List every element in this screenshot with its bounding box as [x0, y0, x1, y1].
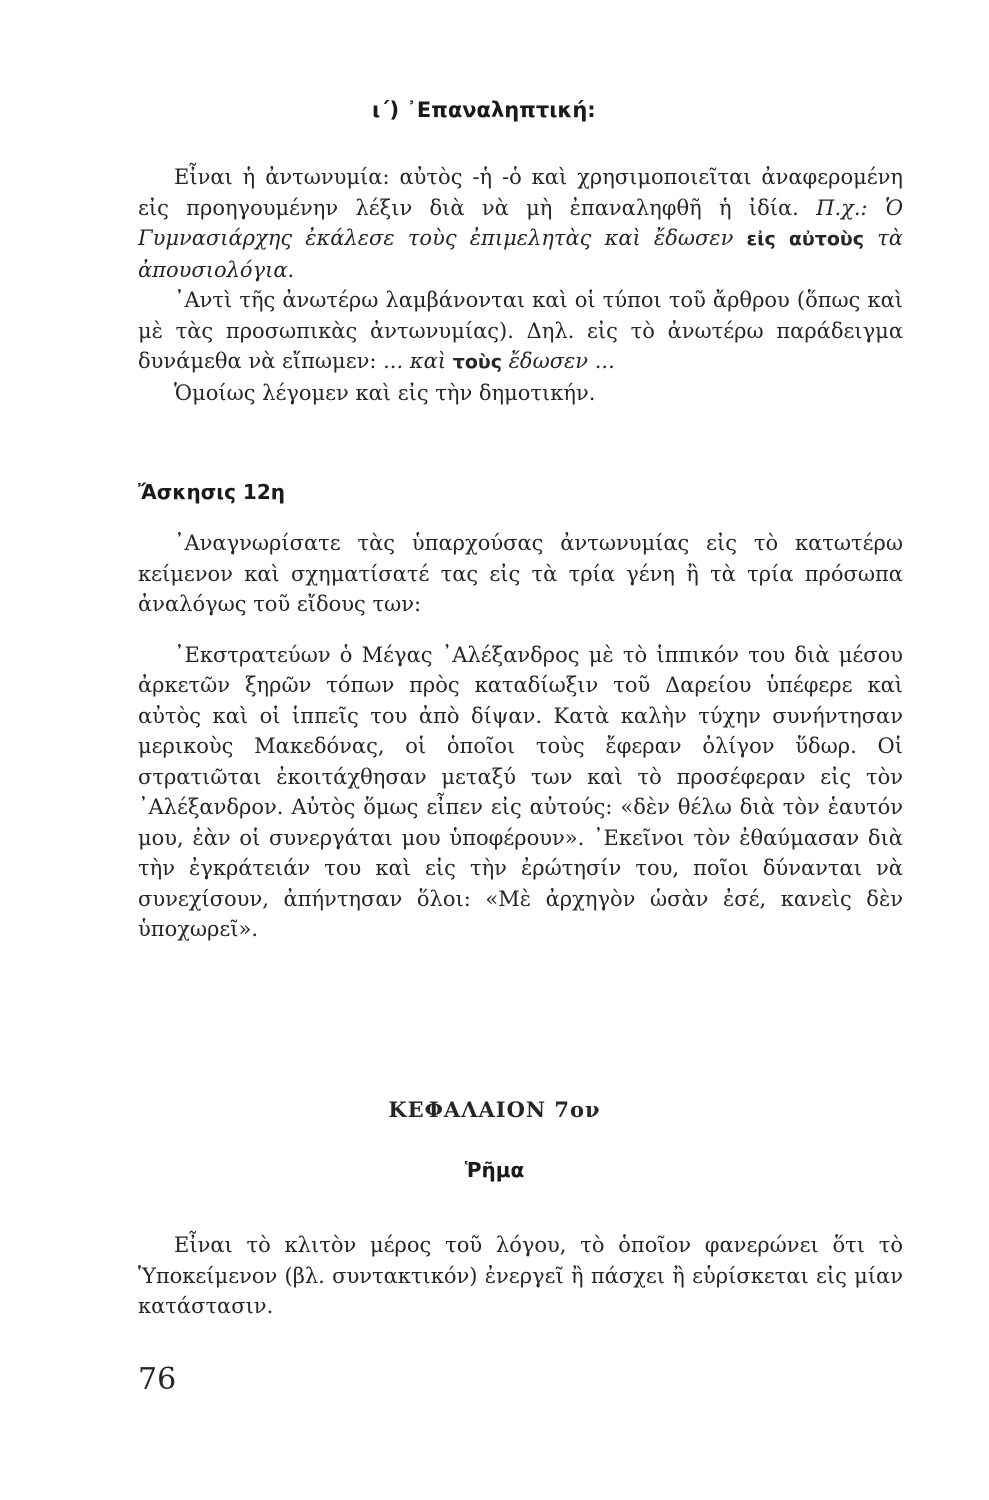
exercise-block	[138, 528, 903, 945]
article-example-2: ἔδωσεν ...	[508, 349, 615, 373]
article-example-1: ... καὶ	[383, 349, 446, 373]
chapter-subtitle: Ῥῆμα	[464, 1158, 525, 1182]
article-forms-text: ᾿Αντὶ τῆς ἀνωτέρω λαμβάνονται καὶ οἱ τύποι τοῦ ἄρθρου (ὅπως καὶ μὲ τὰς προσωπικὰς ἀντωνυμίας). Δηλ. εἰς τὸ ἀνωτέρω παράδειγμα δυνάμεθα νὰ εἴπωμεν:	[138, 288, 903, 373]
example-emphasis: εἰς αὐτοὺς	[746, 228, 865, 250]
exercise-passage: ᾿Εκστρατεύων ὁ Μέγας ᾿Αλέξανδρος μὲ τὸ ἱππικόν του διὰ μέσου ἀρκετῶν ξηρῶν τόπων πρὸς καταδίωξιν τοῦ Δαρείου ὑπέφερε καὶ αὐτὸς καὶ οἱ ἱππεῖς του ἀπὸ δίψαν. Κατὰ καλὴν τύχην συνήντησαν μερικοὺς Μακεδόνας, οἱ ὁποῖοι τοὺς ἔφεραν ὀλίγον ὕδωρ. Οἱ στρατιῶται ἐκοιτάχθησαν μεταξύ των καὶ τὸ προσέφεραν εἰς τὸν ᾿Αλέξανδρον. Αὐτὸς ὅμως εἶπεν εἰς αὐτούς: «δὲν θέλω διὰ τὸν ἑαυτόν μου, ἐὰν οἱ συνεργάται μου ὑποφέρουν». ᾿Εκεῖνοι τὸν ἐθαύμασαν διὰ τὴν ἐγκράτειάν του καὶ εἰς τὴν ἐρώτησίν του, ποῖοι δύνανται νὰ συνεχίσουν, ἀπήντησαν ὅλοι: «Μὲ ἀρχηγὸν ὡσὰν ἐσέ, κανεὶς δὲν ὑποχωρεῖ».	[138, 642, 903, 941]
chapter-title: ΚΕΦΑΛΑΙΟΝ 7ον	[388, 1097, 601, 1122]
example-text-1: Ὁ Γυμνασιάρχης ἐκάλεσε τοὺς ἐπιμελητὰς καὶ ἔδωσεν	[138, 195, 903, 250]
exercise-title: Ἄσκησις 12η	[138, 480, 285, 504]
demotic-note: Ὁμοίως λέγομεν καὶ εἰς τὴν δημοτικήν.	[174, 380, 596, 405]
example-intro: Π.χ.:	[816, 195, 868, 220]
example-text-2: τὰ ἀπουσιολόγια.	[138, 226, 903, 282]
definition-paragraph	[138, 162, 903, 285]
definition-block	[138, 162, 903, 408]
section-heading: ι΄) ᾿Επαναληπτική:	[372, 98, 596, 122]
page-number: 76	[138, 1362, 177, 1397]
verb-definition-block	[138, 1230, 903, 1322]
article-forms-paragraph	[138, 285, 903, 378]
definition-text: Εἶναι ἡ ἀντωνυμία: αὐτὸς -ἡ -ὁ καὶ χρησιμοποιεῖται ἀναφερομένη εἰς προηγουμένην λέξιν διὰ νὰ μὴ ἐπαναληφθῆ ἡ ἰδία.	[138, 165, 903, 220]
article-example-emphasis: τοὺς	[452, 351, 502, 373]
exercise-instruction: ᾿Αναγνωρίσατε τὰς ὑπαρχούσας ἀντωνυμίας εἰς τὸ κατωτέρω κείμενον καὶ σχηματίσατέ τας εἰς τὰ τρία γένη ἢ τὰ τρία πρόσωπα ἀναλόγως τοῦ εἴδους των:	[138, 531, 903, 616]
verb-definition: Εἶναι τὸ κλιτὸν μέρος τοῦ λόγου, τὸ ὁποῖον φανερώνει ὅτι τὸ Ὑποκείμενον (βλ. συντακτικόν) ἐνεργεῖ ἢ πάσχει ἢ εὑρίσκεται εἰς μίαν κατάστασιν.	[138, 1233, 903, 1318]
